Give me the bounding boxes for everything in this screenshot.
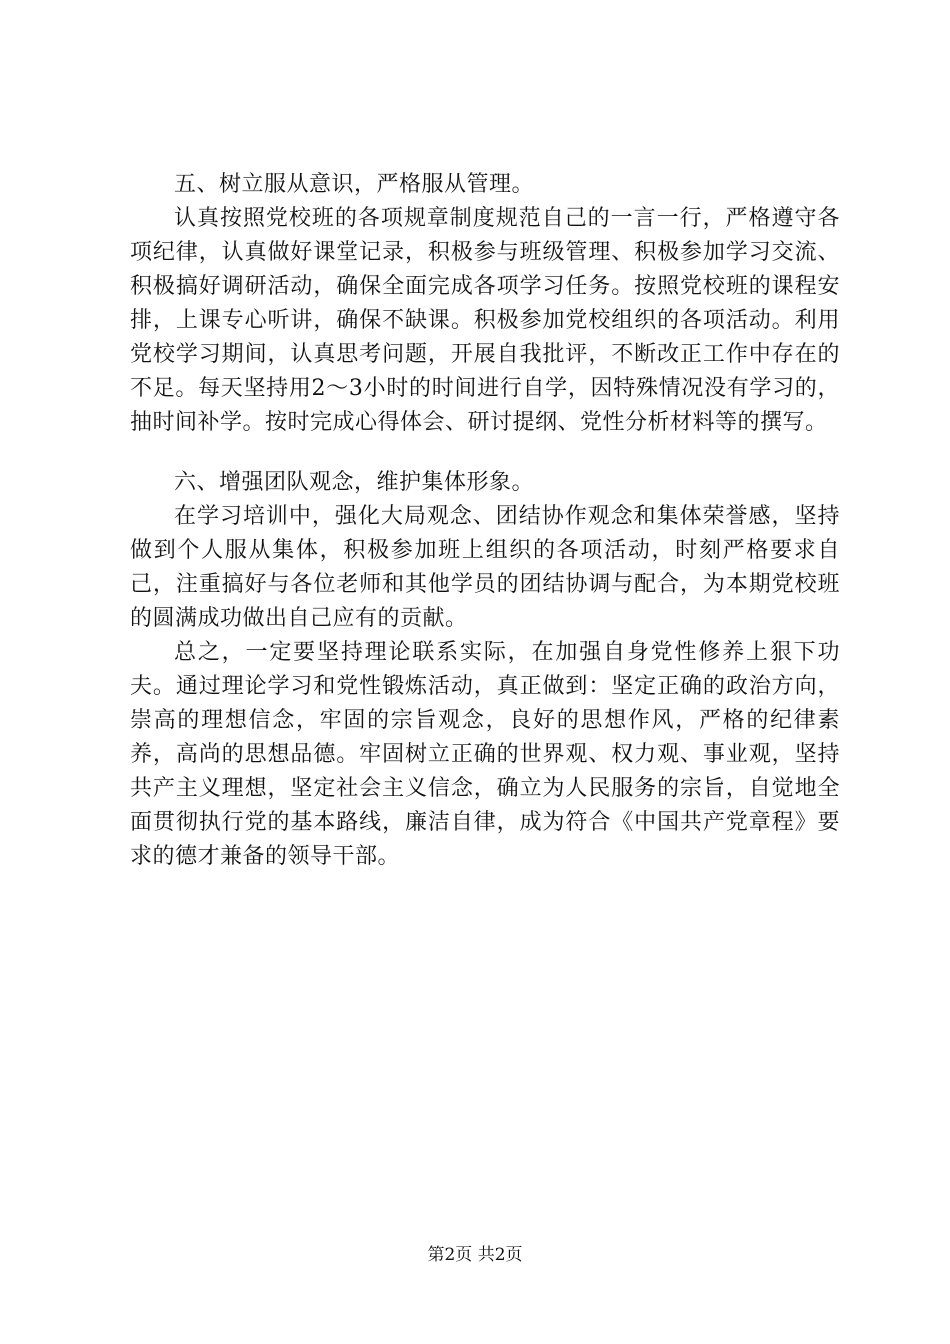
section-six (130, 466, 840, 874)
document-body (130, 168, 840, 874)
section-six-heading: 六、增强团队观念，维护集体形象。 (174, 470, 535, 495)
section-five-paragraph: 认真按照党校班的各项规章制度规范自己的一言一行，严格遵守各项纪律，认真做好课堂记录，积极参与班级管理、积极参加学习交流、积极搞好调研活动，确保全面完成各项学习任务。按照党校班的课程安排，上课专心听讲，确保不缺课。积极参加党校组织的各项活动。利用党校学习期间，认真思考问题，开展自我批评，不断改正工作中存在的不足。每天坚持用2～3小时的时间进行自学，因特殊情况没有学习的，抽时间补学。按时完成心得体会、研讨提纲、党性分析材料等的撰写。 (130, 206, 840, 435)
section-six-paragraph: 在学习培训中，强化大局观念、团结协作观念和集体荣誉感，坚持做到个人服从集体，积极参加班上组织的各项活动，时刻严格要求自己，注重搞好与各位老师和其他学员的团结协调与配合，为本期党校班的圆满成功做出自己应有的贡献。 (130, 504, 840, 631)
section-five (130, 168, 840, 440)
page-footer: 第2页 共2页 (427, 1245, 523, 1265)
conclusion-paragraph: 总之，一定要坚持理论联系实际，在加强自身党性修养上狠下功夫。通过理论学习和党性锻炼活动，真正做到：坚定正确的政治方向，崇高的理想信念，牢固的宗旨观念，良好的思想作风，严格的纪律素养，高尚的思想品德。牢固树立正确的世界观、权力观、事业观，坚持共产主义理想，坚定社会主义信念，确立为人民服务的宗旨，自觉地全面贯彻执行党的基本路线，廉洁自律，成为符合《中国共产党章程》要求的德才兼备的领导干部。 (130, 640, 840, 869)
section-five-heading: 五、树立服从意识，严格服从管理。 (174, 172, 535, 197)
